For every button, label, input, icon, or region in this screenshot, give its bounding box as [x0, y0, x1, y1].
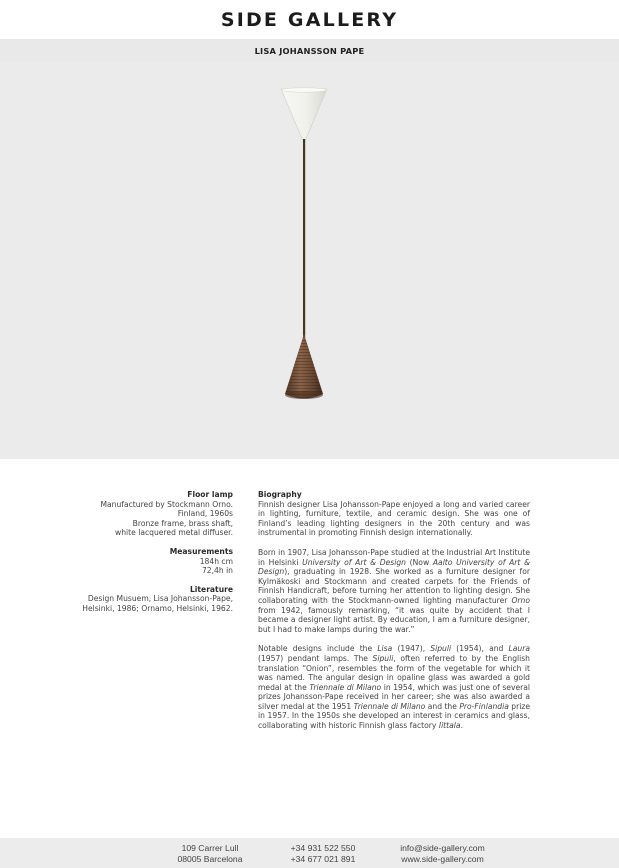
footer-contact [395, 843, 490, 865]
item-line: Manufactured by Stockmann Orno. [100, 499, 233, 509]
footer-phones [283, 843, 363, 865]
footer-address [170, 843, 250, 865]
address-line: 109 Carrer Lull [181, 843, 239, 853]
literature-line: Helsinki, 1986; Ornamo, Helsinki, 1962. [82, 603, 233, 613]
biography [258, 490, 530, 741]
brand-logo[interactable]: SIDE GALLERY [220, 8, 399, 31]
site-footer [0, 838, 619, 868]
product-photo [0, 62, 619, 459]
item-title: Floor lamp [187, 490, 233, 499]
phone-link[interactable]: +34 931 522 550 [290, 843, 356, 853]
phone-link[interactable]: +34 677 021 891 [290, 854, 356, 864]
biography-paragraph-3: Notable designs include the Lisa (1947), Sipuli (1954), and Laura (1957) pendant lamps. The Sipuli, often referred to by the English translation “Onion”, resembles the form of the vegetable for which it was named. The angular design in opaline glass was awarded a gold medal at the Triennale di Milano in 1954, which was just one of several prizes Johansson-Pape received in her career; she was also awarded a silver medal at the 1951 Triennale di Milano and the Pro-Finlandia prize in 1957. In the 1950s she developed an interest in ceramics and glass, collaborating with historic Finnish glass factory Iittala. [258, 644, 531, 731]
floor-lamp-image [0, 62, 619, 459]
item-line: Bronze frame, brass shaft, [132, 518, 233, 528]
website-link[interactable]: www.side-gallery.com [401, 854, 484, 864]
measurements-section [60, 547, 233, 576]
biography-paragraph-2: Born in 1907, Lisa Johansson-Pape studied at the Industrial Art Institute in Helsinki University of Art & Design (Now Aalto University of Art & Design), graduating in 1928. She worked as a furniture designer for Kylmäkoski and Stockmann and created carpets for the Friends of Finnish Handicraft, before turning her attention to lighting design. She collaborating with the Stockmann-owned lighting manufacturer Orno from 1942, famously remarking, “it was quite by accident that I became a designer light artist. By education, I am a furniture designer, but I had to make lamps during the war.” [258, 547, 530, 634]
item-line: Finland, 1960s [177, 509, 233, 519]
address-line: 08005 Barcelona [177, 854, 243, 864]
measurements-title: Measurements [169, 546, 233, 556]
literature-title: Literature [189, 584, 233, 594]
item-section [60, 490, 233, 538]
site-header [0, 0, 619, 39]
measurement-in: 72,4h in [201, 566, 233, 576]
biography-paragraph-1: Finnish designer Lisa Johansson-Pape enjoyed a long and varied career in lighting, furniture, textile, and ceramic design. She was one of Finland’s leading lighting designers in the 20th century and was instrumental in promoting Finnish design internationally. [258, 499, 530, 538]
literature-line: Design Musuem, Lisa Johansson-Pape, [87, 594, 233, 604]
literature-section [60, 585, 233, 614]
artist-name: LISA JOHANSSON PAPE [254, 45, 365, 56]
measurement-cm: 184h cm [199, 556, 233, 566]
biography-title: Biography [258, 490, 302, 499]
email-link[interactable]: info@side-gallery.com [400, 843, 485, 853]
item-details [60, 490, 233, 623]
item-line: white lacquered metal diffuser. [115, 528, 233, 538]
artist-bar [0, 39, 619, 62]
